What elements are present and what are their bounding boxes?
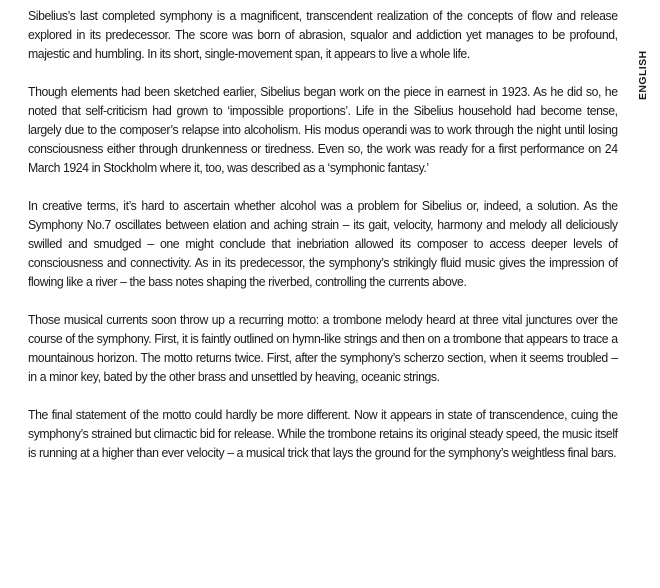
paragraph-final-statement: The final statement of the motto could hardly be more different. Now it appears in state of transcendence, cuing the symphony’s strained but climactic bid for release. While the trombone retains its original steady speed, the music itself is running at a higher than ever velocity – a musical trick that lays the ground for the symphony’s weightless final bars. bbox=[28, 407, 618, 460]
paragraph-creative-terms: In creative terms, it’s hard to ascertain whether alcohol was a problem for Sibelius or, indeed, a solution. As the Symphony No.7 oscillates between elation and aching strain – its gait, velocity, harmony and melody all deliciously swilled and smudged – one might conclude that inebriation allowed its composer to access deeper levels of consciousness and connectivity. As in its predecessor, the symphony’s strikingly fluid music gives the impression of flowing like a river – the bass notes shaping the riverbed, controlling the currents above. bbox=[28, 198, 618, 289]
paragraph-trombone-motto: Those musical currents soon throw up a recurring motto: a trombone melody heard at three vital junctures over the course of the symphony. First, it is faintly outlined on hymn-like strings and then on a trombone that appears to trace a mountainous horizon. The motto returns twice. First, after the symphony’s scherzo section, when it seems troubled – in a minor key, bated by the other brass and unsettled by heaving, oceanic strings. bbox=[28, 312, 618, 384]
paragraph-composition-history: Though elements had been sketched earlier, Sibelius began work on the piece in earnest in 1923. As he did so, he noted that self-criticism had grown to ‘impossible proportions’. Life in the Sibelius household had become tense, largely due to the composer’s relapse into alcoholism. His modus operandi was to work through the night until losing consciousness either through drunkenness or tiredness. Even so, the work was ready for a first performance on 24 March 1924 in Stockholm where it, too, was described as a ‘symphonic fantasy.’ bbox=[28, 84, 618, 175]
language-label: ENGLISH bbox=[637, 50, 649, 100]
paragraph-intro: Sibelius’s last completed symphony is a magnificent, transcendent realization of the concepts of flow and release explored in its predecessor. The score was born of abrasion, squalor and addiction yet manages to be profound, majestic and humbling. In its short, single-movement span, it appears to live a whole life. bbox=[28, 8, 618, 61]
article-body bbox=[28, 6, 618, 481]
